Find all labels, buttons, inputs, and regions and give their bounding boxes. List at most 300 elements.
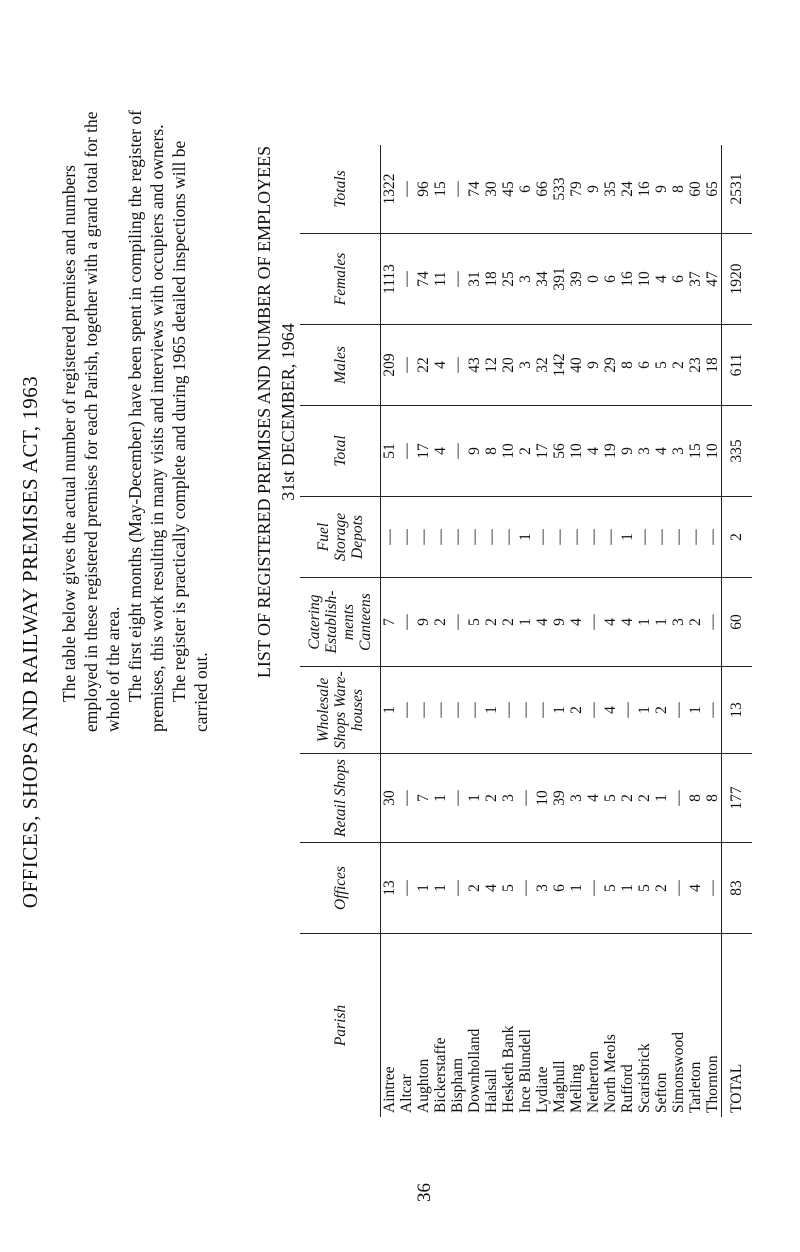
cell-value: 5 — [602, 884, 619, 892]
table-row — [602, 145, 619, 1117]
value-cell — [636, 406, 653, 497]
cell-value: 30 — [483, 181, 500, 197]
cell-value: 47 — [704, 271, 721, 287]
cell-value: — — [398, 443, 415, 459]
cell-value: 4 — [585, 447, 602, 455]
value-cell — [449, 497, 466, 578]
parish-name-cell — [483, 934, 500, 1118]
parish-name: Scarisbrick — [636, 1043, 653, 1113]
parish-name-cell — [653, 934, 670, 1118]
value-cell — [636, 754, 653, 843]
header-fuel-storage: Fuel Storage Depots — [300, 497, 381, 578]
value-cell — [619, 578, 636, 667]
premises-table — [300, 145, 752, 1117]
cell-value: 0 — [585, 275, 602, 283]
cell-value: 18 — [483, 271, 500, 287]
intro-text — [58, 92, 212, 732]
cell-value: 4 — [585, 794, 602, 802]
value-cell — [517, 145, 534, 234]
value-cell — [636, 325, 653, 406]
header-catering: Catering Establish-ments Canteens — [300, 578, 381, 667]
cell-value: 1 — [653, 794, 670, 802]
value-cell — [568, 325, 585, 406]
cell-value: 2 — [568, 706, 585, 714]
cell-value: — — [415, 529, 432, 545]
cell-value: 4 — [432, 447, 449, 455]
value-cell — [585, 406, 602, 497]
cell-value: 1 — [687, 706, 704, 714]
cell-value: — — [500, 529, 517, 545]
table-row — [551, 145, 568, 1117]
value-cell — [704, 667, 722, 754]
parish-name-cell — [704, 934, 722, 1118]
value-cell — [500, 754, 517, 843]
value-cell — [432, 325, 449, 406]
value-cell — [466, 843, 483, 934]
cell-value: — — [449, 357, 466, 373]
value-cell — [619, 145, 636, 234]
cell-value: — — [432, 529, 449, 545]
table-row — [585, 145, 602, 1117]
value-cell — [704, 406, 722, 497]
value-cell — [585, 843, 602, 934]
value-cell — [398, 754, 415, 843]
value-cell — [653, 145, 670, 234]
cell-value: 39 — [551, 790, 568, 806]
value-cell — [432, 497, 449, 578]
cell-value: 37 — [687, 271, 704, 287]
header-retail-shops: Retail Shops — [300, 754, 381, 843]
value-cell — [602, 145, 619, 234]
total-value-cell — [722, 578, 753, 667]
value-cell — [704, 497, 722, 578]
value-cell — [415, 754, 432, 843]
cell-value: 6 — [602, 275, 619, 283]
value-cell — [687, 578, 704, 667]
cell-value: 9 — [466, 447, 483, 455]
value-cell — [449, 145, 466, 234]
value-cell — [653, 234, 670, 325]
cell-value: — — [381, 529, 398, 545]
table-row — [653, 145, 670, 1117]
header-parish: Parish — [331, 1004, 349, 1047]
value-cell — [381, 667, 399, 754]
value-cell — [466, 406, 483, 497]
cell-value: 8 — [687, 794, 704, 802]
cell-value: — — [585, 614, 602, 630]
value-cell — [687, 754, 704, 843]
value-cell — [534, 325, 551, 406]
cell-value: 40 — [568, 357, 585, 373]
cell-value: — — [704, 880, 721, 896]
total-value: 611 — [728, 353, 745, 377]
cell-value: — — [619, 702, 636, 718]
cell-value: 56 — [551, 443, 568, 459]
value-cell — [551, 578, 568, 667]
cell-value: 15 — [432, 181, 449, 197]
parish-name-cell — [517, 934, 534, 1118]
intro-paragraph-3: The register is practically complete and during 1965 detailed inspections will be carried out. — [169, 140, 211, 732]
cell-value: 16 — [636, 181, 653, 197]
parish-name-cell — [602, 934, 619, 1118]
value-cell — [398, 406, 415, 497]
cell-value: 13 — [381, 880, 398, 896]
cell-value: 10 — [568, 443, 585, 459]
cell-value: — — [415, 702, 432, 718]
total-value: 2 — [728, 533, 745, 541]
parish-name: Bickerstaffe — [432, 1037, 449, 1113]
cell-value: 2 — [483, 794, 500, 802]
value-cell — [653, 667, 670, 754]
cell-value: 43 — [466, 357, 483, 373]
value-cell — [653, 578, 670, 667]
value-cell — [585, 578, 602, 667]
value-cell — [500, 406, 517, 497]
cell-value: 8 — [670, 185, 687, 193]
total-value: 13 — [728, 702, 745, 718]
cell-value: — — [449, 443, 466, 459]
cell-value: 65 — [704, 181, 721, 197]
value-cell — [670, 754, 687, 843]
value-cell — [466, 325, 483, 406]
cell-value: 3 — [670, 447, 687, 455]
parish-name: Halsall — [483, 1069, 500, 1113]
cell-value: 1113 — [381, 264, 398, 294]
parish-name: Netherton — [585, 1051, 602, 1113]
cell-value: 2 — [653, 884, 670, 892]
value-cell — [636, 578, 653, 667]
cell-value: — — [602, 529, 619, 545]
value-cell — [381, 754, 399, 843]
value-cell — [619, 497, 636, 578]
value-cell — [381, 234, 399, 325]
cell-value: 29 — [602, 357, 619, 373]
value-cell — [602, 667, 619, 754]
value-cell — [415, 667, 432, 754]
cell-value: 6 — [636, 361, 653, 369]
value-cell — [381, 325, 399, 406]
value-cell — [670, 325, 687, 406]
cell-value: — — [704, 702, 721, 718]
cell-value: 3 — [636, 447, 653, 455]
cell-value: — — [704, 614, 721, 630]
total-value-cell — [722, 406, 753, 497]
total-label-cell — [722, 934, 753, 1118]
parish-name-cell — [534, 934, 551, 1118]
table-body — [381, 145, 753, 1117]
cell-value: — — [500, 702, 517, 718]
cell-value: 1 — [432, 884, 449, 892]
value-cell — [687, 497, 704, 578]
cell-value: — — [534, 529, 551, 545]
value-cell — [415, 497, 432, 578]
total-value-cell — [722, 325, 753, 406]
cell-value: 79 — [568, 181, 585, 197]
value-cell — [534, 145, 551, 234]
table-row — [517, 145, 534, 1117]
value-cell — [568, 406, 585, 497]
header-wholesale: Wholesale Shops Ware-houses — [300, 667, 381, 754]
cell-value: 1 — [483, 706, 500, 714]
value-cell — [483, 325, 500, 406]
value-cell — [449, 578, 466, 667]
cell-value: — — [398, 790, 415, 806]
cell-value: 391 — [551, 267, 568, 291]
parish-name: Aintree — [381, 1066, 398, 1113]
value-cell — [602, 406, 619, 497]
value-cell — [432, 667, 449, 754]
cell-value: 6 — [517, 185, 534, 193]
cell-value: — — [670, 529, 687, 545]
total-value-cell — [722, 667, 753, 754]
value-cell — [670, 667, 687, 754]
value-cell — [534, 234, 551, 325]
value-cell — [636, 145, 653, 234]
total-value-cell — [722, 234, 753, 325]
value-cell — [551, 145, 568, 234]
value-cell — [415, 325, 432, 406]
value-cell — [449, 234, 466, 325]
table-row — [619, 145, 636, 1117]
cell-value: 1 — [568, 884, 585, 892]
parish-name: Ince Blundell — [517, 1029, 534, 1113]
cell-value: 5 — [636, 884, 653, 892]
total-value: 177 — [728, 786, 745, 810]
parish-name: Thornton — [704, 1055, 721, 1113]
cell-value: — — [449, 271, 466, 287]
cell-value: — — [466, 702, 483, 718]
total-value: 1920 — [728, 263, 745, 295]
value-cell — [483, 754, 500, 843]
value-cell — [568, 497, 585, 578]
cell-value: 1 — [619, 533, 636, 541]
list-title-main: LIST OF REGISTERED PREMISES AND NUMBER OF EMPLOYEES — [254, 145, 274, 679]
value-cell — [636, 234, 653, 325]
cell-value: 2 — [653, 706, 670, 714]
header-females: Females — [300, 234, 381, 325]
value-cell — [415, 406, 432, 497]
cell-value: 9 — [585, 185, 602, 193]
parish-name-cell — [636, 934, 653, 1118]
cell-value: 3 — [670, 618, 687, 626]
value-cell — [687, 406, 704, 497]
value-cell — [551, 667, 568, 754]
table-row — [398, 145, 415, 1117]
cell-value: 1 — [381, 706, 398, 714]
value-cell — [585, 754, 602, 843]
value-cell — [602, 497, 619, 578]
parish-name: Sefton — [653, 1072, 670, 1113]
parish-name: Bispham — [449, 1057, 466, 1113]
value-cell — [534, 497, 551, 578]
table-total-row — [722, 145, 753, 1117]
value-cell — [432, 145, 449, 234]
value-cell — [551, 843, 568, 934]
parish-name: Melling — [568, 1063, 585, 1113]
table-row — [415, 145, 432, 1117]
table-row — [670, 145, 687, 1117]
cell-value: 142 — [551, 353, 568, 377]
value-cell — [483, 843, 500, 934]
value-cell — [687, 667, 704, 754]
value-cell — [517, 234, 534, 325]
parish-name-cell — [415, 934, 432, 1118]
value-cell — [483, 578, 500, 667]
value-cell — [398, 667, 415, 754]
total-label: TOTAL — [728, 1063, 745, 1113]
value-cell — [687, 145, 704, 234]
parish-name-cell — [466, 934, 483, 1118]
parish-name-cell — [500, 934, 517, 1118]
value-cell — [483, 667, 500, 754]
cell-value: 31 — [466, 271, 483, 287]
table-row — [636, 145, 653, 1117]
value-cell — [500, 325, 517, 406]
value-cell — [704, 843, 722, 934]
cell-value: 19 — [602, 443, 619, 459]
value-cell — [500, 145, 517, 234]
value-cell — [500, 497, 517, 578]
cell-value: 4 — [602, 706, 619, 714]
value-cell — [483, 497, 500, 578]
parish-name: Hesketh Bank — [500, 1025, 517, 1113]
value-cell — [517, 578, 534, 667]
cell-value: — — [398, 181, 415, 197]
cell-value: 4 — [687, 884, 704, 892]
cell-value: 11 — [432, 271, 449, 287]
value-cell — [398, 325, 415, 406]
cell-value: 5 — [500, 884, 517, 892]
cell-value: — — [466, 529, 483, 545]
parish-name: Rufford — [619, 1064, 636, 1113]
value-cell — [670, 497, 687, 578]
cell-value: 5 — [602, 794, 619, 802]
cell-value: 15 — [687, 443, 704, 459]
cell-value: 39 — [568, 271, 585, 287]
cell-value: 6 — [551, 884, 568, 892]
cell-value: 24 — [619, 181, 636, 197]
value-cell — [381, 497, 399, 578]
table-header-row — [300, 145, 381, 1117]
value-cell — [466, 578, 483, 667]
cell-value: 60 — [687, 181, 704, 197]
cell-value: 10 — [636, 271, 653, 287]
value-cell — [670, 234, 687, 325]
value-cell — [517, 325, 534, 406]
value-cell — [704, 325, 722, 406]
cell-value: — — [398, 529, 415, 545]
cell-value: 1 — [466, 794, 483, 802]
value-cell — [619, 234, 636, 325]
cell-value: — — [449, 181, 466, 197]
cell-value: 74 — [466, 181, 483, 197]
cell-value: 45 — [500, 181, 517, 197]
cell-value: — — [449, 529, 466, 545]
value-cell — [534, 406, 551, 497]
parish-name: Maghull — [551, 1060, 568, 1113]
value-cell — [704, 234, 722, 325]
cell-value: 1 — [432, 794, 449, 802]
cell-value: 2 — [670, 361, 687, 369]
value-cell — [551, 497, 568, 578]
table-row — [483, 145, 500, 1117]
cell-value: 2 — [466, 884, 483, 892]
cell-value: — — [670, 702, 687, 718]
total-value-cell — [722, 145, 753, 234]
parish-name-cell — [670, 934, 687, 1118]
parish-name: Simonswood — [670, 1032, 687, 1113]
value-cell — [568, 234, 585, 325]
cell-value: 1 — [653, 618, 670, 626]
value-cell — [653, 754, 670, 843]
value-cell — [687, 234, 704, 325]
value-cell — [415, 578, 432, 667]
cell-value: 20 — [500, 357, 517, 373]
cell-value: 10 — [704, 443, 721, 459]
value-cell — [432, 754, 449, 843]
cell-value: 7 — [415, 794, 432, 802]
value-cell — [551, 406, 568, 497]
value-cell — [551, 754, 568, 843]
value-cell — [449, 754, 466, 843]
cell-value: — — [704, 529, 721, 545]
value-cell — [534, 843, 551, 934]
cell-value: 6 — [670, 275, 687, 283]
parish-name: Lydiate — [534, 1066, 551, 1113]
value-cell — [704, 578, 722, 667]
value-cell — [381, 145, 399, 234]
value-cell — [381, 406, 399, 497]
cell-value: 17 — [534, 443, 551, 459]
parish-name-cell — [551, 934, 568, 1118]
table-row — [534, 145, 551, 1117]
value-cell — [551, 325, 568, 406]
cell-value: 9 — [585, 361, 602, 369]
value-cell — [619, 754, 636, 843]
cell-value: 2 — [483, 618, 500, 626]
cell-value: 3 — [534, 884, 551, 892]
value-cell — [653, 843, 670, 934]
value-cell — [449, 406, 466, 497]
intro-paragraph-1: The table below gives the actual number of registered premises and numbers employed in these registered premises for each Parish, together with a grand total for the whole of the area. — [59, 111, 123, 732]
value-cell — [585, 667, 602, 754]
value-cell — [534, 754, 551, 843]
cell-value: 96 — [415, 181, 432, 197]
cell-value: 30 — [381, 790, 398, 806]
cell-value: 1 — [619, 884, 636, 892]
value-cell — [415, 145, 432, 234]
value-cell — [602, 843, 619, 934]
cell-value: 1 — [517, 618, 534, 626]
total-value: 2531 — [728, 173, 745, 205]
value-cell — [602, 325, 619, 406]
value-cell — [585, 234, 602, 325]
value-cell — [568, 843, 585, 934]
table-row — [704, 145, 722, 1117]
value-cell — [704, 754, 722, 843]
value-cell — [551, 234, 568, 325]
value-cell — [568, 145, 585, 234]
cell-value: 51 — [381, 443, 398, 459]
value-cell — [500, 667, 517, 754]
value-cell — [517, 754, 534, 843]
cell-value: — — [398, 614, 415, 630]
value-cell — [483, 145, 500, 234]
value-cell — [449, 325, 466, 406]
value-cell — [432, 234, 449, 325]
cell-value: 2 — [500, 618, 517, 626]
cell-value: 1 — [636, 618, 653, 626]
